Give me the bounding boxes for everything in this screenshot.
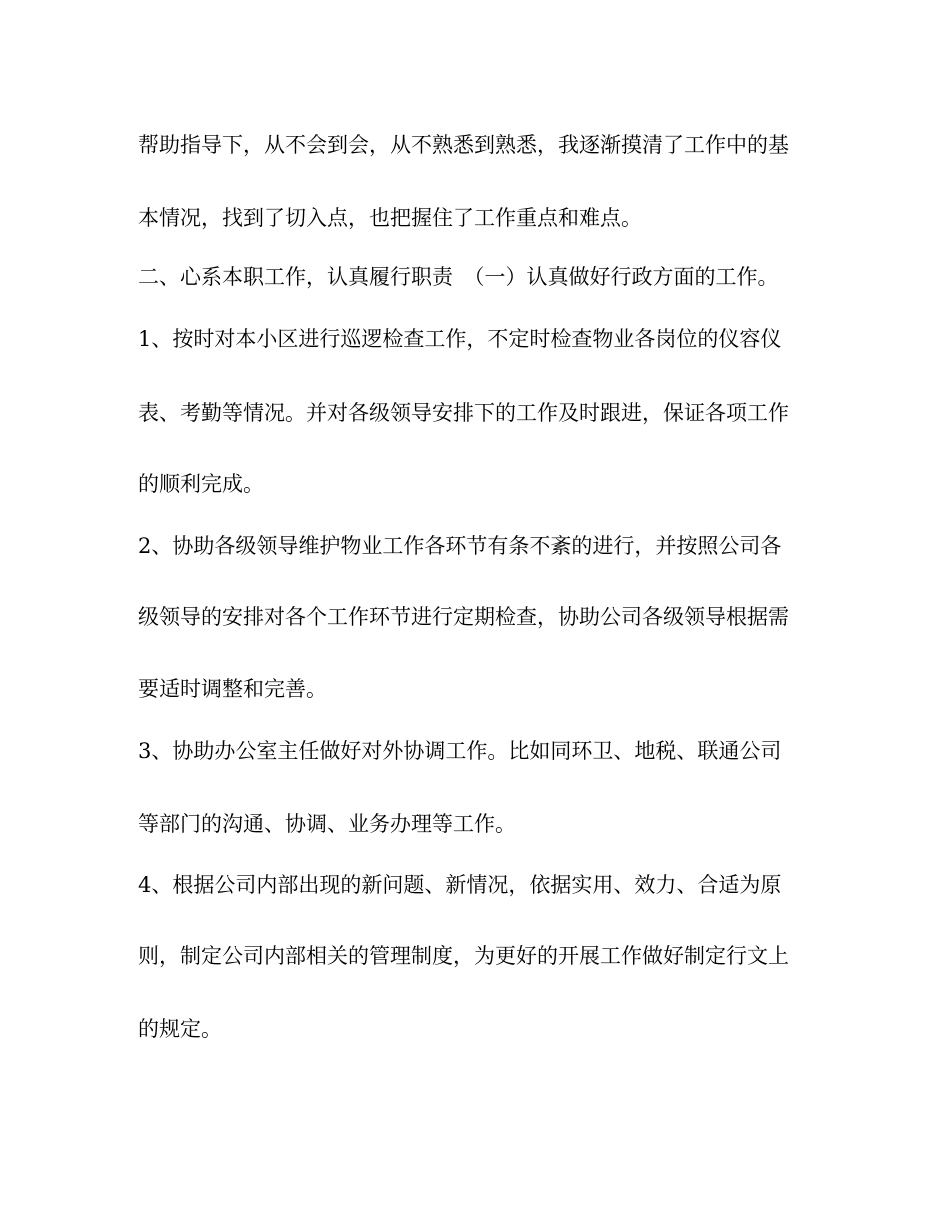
text-line: 帮助指导下，从不会到会，从不熟悉到熟悉，我逐渐摸清了工作中的基 xyxy=(138,133,789,157)
text-line: 2、协助各级领导维护物业工作各环节有条不紊的进行，并按照公司各 xyxy=(138,534,782,558)
text-line: 则，制定公司内部相关的管理制度，为更好的开展工作做好制定行文上 xyxy=(138,944,789,968)
text-line: 级领导的安排对各个工作环节进行定期检查，协助公司各级领导根据需 xyxy=(138,605,789,629)
text-line: 二、心系本职工作，认真履行职责 （一）认真做好行政方面的工作。 xyxy=(138,265,779,289)
text-line: 等部门的沟通、协调、业务办理等工作。 xyxy=(138,812,516,836)
text-line: 的顺利完成。 xyxy=(138,472,264,496)
text-line: 表、考勤等情况。并对各级领导安排下的工作及时跟进，保证各项工作 xyxy=(138,401,789,425)
text-line: 1、按时对本小区进行巡逻检查工作，不定时检查物业各岗位的仪容仪 xyxy=(138,327,782,351)
text-line: 要适时调整和完善。 xyxy=(138,677,327,701)
text-line: 4、根据公司内部出现的新问题、新情况，依据实用、效力、合适为原 xyxy=(138,873,782,897)
text-line: 的规定。 xyxy=(138,1017,222,1041)
text-line: 3、协助办公室主任做好对外协调工作。比如同环卫、地税、联通公司 xyxy=(138,739,782,763)
text-line: 本情况，找到了切入点，也把握住了工作重点和难点。 xyxy=(138,206,642,230)
